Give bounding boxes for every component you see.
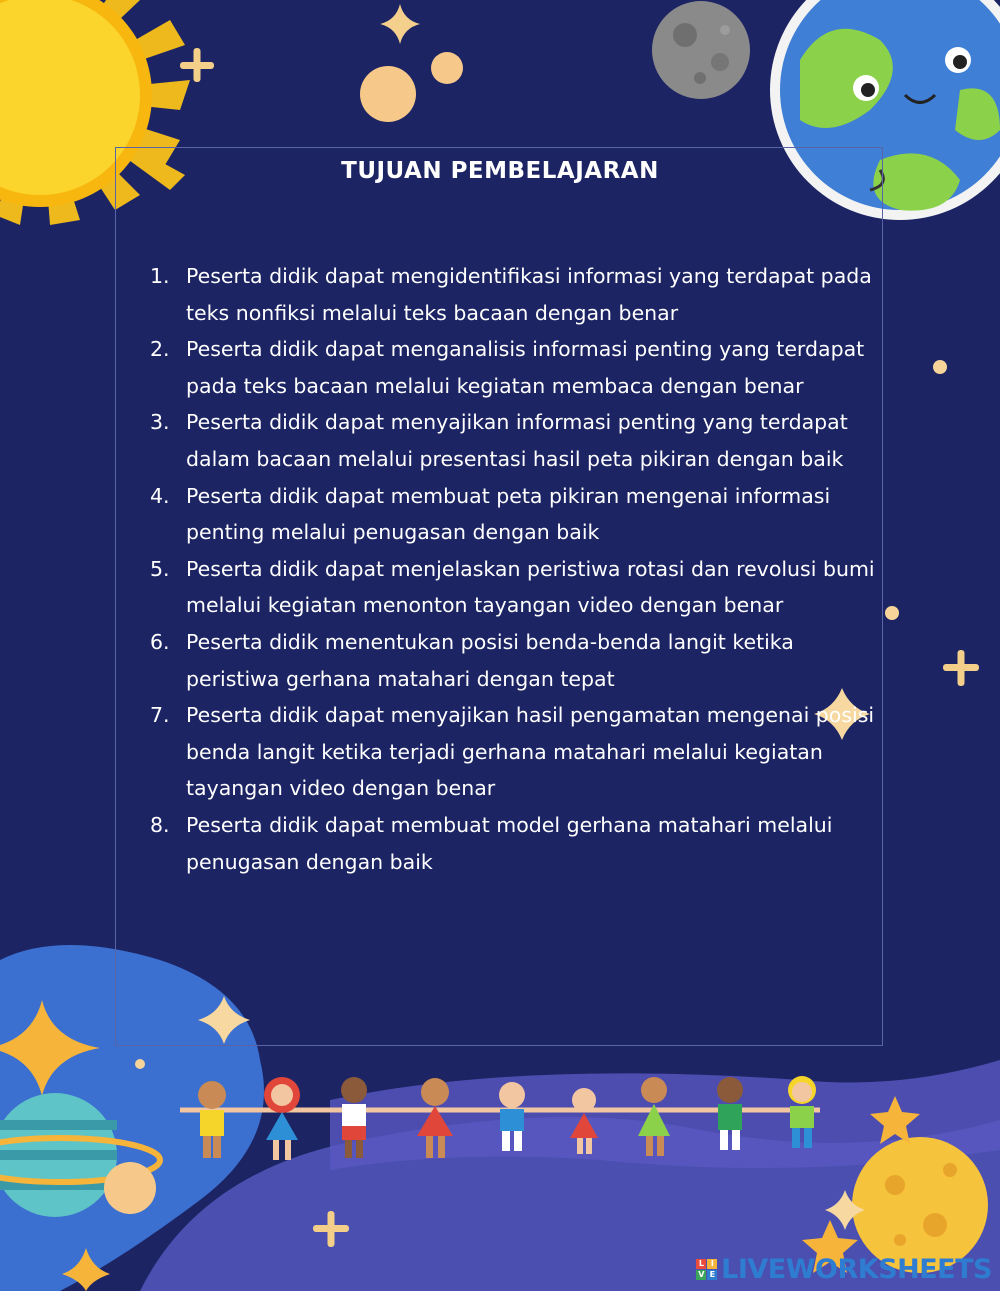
item-number: 1.	[150, 264, 170, 288]
liveworksheets-logo-link[interactable]	[696, 1254, 992, 1285]
dot	[431, 52, 463, 84]
yellow-moon-icon	[852, 1137, 988, 1273]
dot	[135, 1059, 145, 1069]
item-text: Peserta didik dapat membuat peta pikiran mengenai informasi penting melalui penugasan dengan baik	[186, 483, 831, 545]
item-number: 7.	[150, 703, 170, 728]
page-title: TUJUAN PEMBELAJARAN	[341, 158, 659, 184]
item-text: Peserta didik dapat menyajikan informasi penting yang terdapat dalam bacaan melalui presentasi hasil peta pikiran dengan baik	[186, 410, 848, 471]
item-number: 6.	[150, 629, 170, 654]
liveworksheets-badge-icon: L I V E	[696, 1259, 717, 1280]
list-item	[150, 697, 875, 807]
list-item	[150, 624, 875, 697]
list-item	[150, 478, 875, 551]
dot	[885, 606, 899, 620]
list-item	[150, 807, 875, 880]
dot	[360, 66, 416, 122]
liveworksheets-wordmark: LIVEWORKSHEETS	[721, 1254, 992, 1285]
list-item	[150, 404, 875, 477]
dot	[104, 1162, 156, 1214]
sparkle-icon	[380, 4, 420, 44]
moon-icon	[652, 1, 750, 99]
list-item	[150, 551, 875, 624]
item-number: 2.	[150, 337, 170, 362]
list-item	[150, 258, 875, 331]
learning-goals-list	[150, 258, 875, 880]
item-text: Peserta didik dapat membuat model gerhana matahari melalui penugasan dengan baik	[186, 812, 833, 874]
item-number: 5.	[150, 556, 170, 581]
item-text: Peserta didik dapat mengidentifikasi informasi yang terdapat pada teks nonfiksi melalui teks bacaan dengan benar	[186, 264, 872, 325]
item-number: 4.	[150, 483, 170, 508]
plus-icon	[180, 48, 214, 82]
item-text: Peserta didik dapat menyajikan hasil pengamatan mengenai posisi benda langit ketika terjadi gerhana matahari melalui kegiatan tayangan video dengan benar	[186, 703, 875, 801]
item-number: 8.	[150, 812, 170, 837]
item-text: Peserta didik dapat menjelaskan peristiwa rotasi dan revolusi bumi melalui kegiatan menonton tayangan video dengan benar	[186, 556, 875, 618]
item-text: Peserta didik dapat menganalisis informasi penting yang terdapat pada teks bacaan melalui kegiatan membaca dengan benar	[186, 337, 865, 398]
item-number: 3.	[150, 410, 170, 435]
plus-icon	[943, 650, 979, 686]
dot	[933, 360, 947, 374]
list-item	[150, 331, 875, 404]
item-text: Peserta didik menentukan posisi benda-benda langit ketika peristiwa gerhana matahari dengan tepat	[186, 629, 794, 691]
